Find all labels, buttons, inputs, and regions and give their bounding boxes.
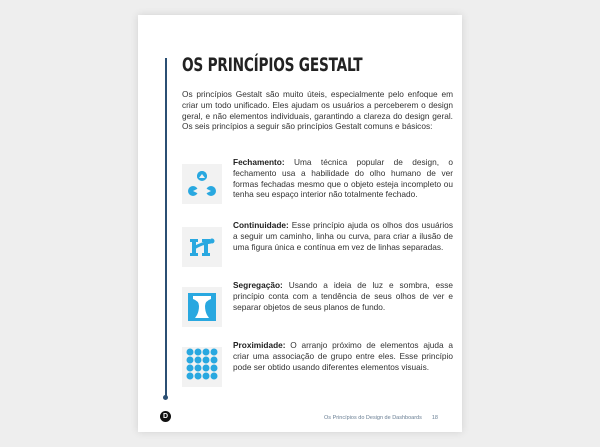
brand-logo: D: [160, 411, 171, 422]
footer-book-title: Os Princípios do Design de Dashboards: [324, 415, 422, 421]
principle-text: [233, 280, 453, 312]
document-page: [138, 15, 462, 432]
principle-description: Uma técnica popular de design, o fechamento usa a habilidade do olho humano de ver formas fechadas mesmo que o objeto esteja incompleto ou tenha seu espaço interior não totalmente fechado.: [233, 157, 453, 200]
vertical-rule: [165, 58, 167, 397]
principle-text: [233, 220, 453, 252]
principle-description: Usando a ideia de luz e sombra, esse princípio conta com a tendência de seus olhos de ver e separar objetos de seus planos de fundo.: [233, 280, 453, 312]
page-number: 18: [431, 415, 438, 421]
figure-ground-vase-icon: [182, 287, 222, 327]
page-title: OS PRINCÍPIOS GESTALT: [182, 54, 363, 76]
closure-icon: [182, 164, 222, 204]
principle-text: [233, 340, 453, 372]
proximity-dots-icon: [182, 347, 222, 387]
principle-description: O arranjo próximo de elementos ajuda a criar uma associação de grupo entre eles. Esse princípio pode ser obtido usando diferentes elementos visuais.: [233, 340, 453, 372]
principle-name: Fechamento:: [233, 157, 285, 167]
principle-name: Segregação:: [233, 280, 283, 290]
principle-text: [233, 157, 453, 200]
principle-name: Continuidade:: [233, 220, 289, 230]
principle-description: Esse princípio ajuda os olhos dos usuários a seguir um caminho, linha ou curva, para criar a ilusão de uma figura única e contínua em vez de linhas separadas.: [233, 220, 453, 252]
continuity-icon: [182, 227, 222, 267]
intro-paragraph: Os princípios Gestalt são muito úteis, especialmente pelo enfoque em criar um todo unificado. Eles ajudam os usuários a perceberem o design geral, e não elementos individuais, garantindo a clareza do design geral. Os seis princípios a seguir são princípios Gestalt comuns e básicos:: [182, 89, 453, 132]
rule-end-dot: [163, 395, 168, 400]
page-footer: [324, 415, 438, 421]
principle-name: Proximidade:: [233, 340, 286, 350]
